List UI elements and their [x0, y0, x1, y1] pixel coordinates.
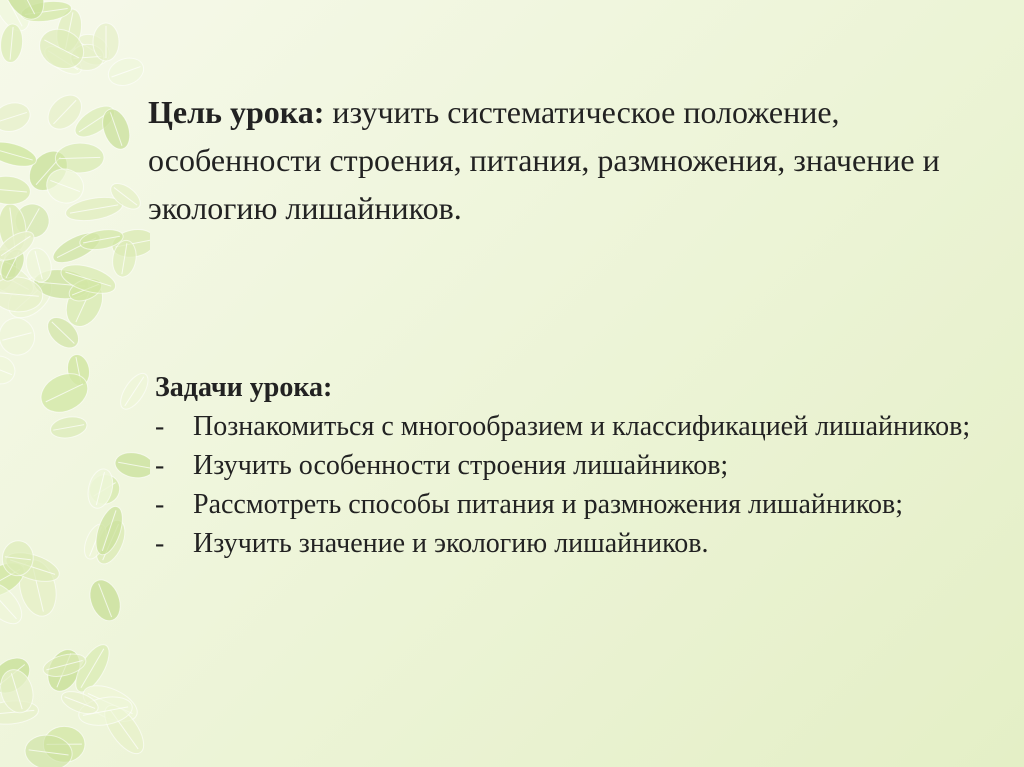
goal-label: Цель урока: — [148, 94, 325, 130]
task-item — [155, 446, 975, 485]
task-item — [155, 407, 975, 446]
lesson-tasks — [155, 368, 975, 563]
task-item — [155, 524, 975, 563]
lesson-goal — [148, 88, 948, 232]
task-text: Познакомиться с многообразием и классификацией лишайников; — [193, 411, 971, 442]
task-bullet: - — [155, 489, 165, 520]
task-bullet: - — [155, 450, 165, 481]
task-text: Изучить особенности строения лишайников; — [193, 450, 729, 481]
goal-text: изучить систематическое положение, особенности строения, питания, размножения, значение и экологию лишайников. — [148, 94, 940, 226]
task-text: Изучить значение и экологию лишайников. — [193, 528, 709, 559]
task-text: Рассмотреть способы питания и размножения лишайников; — [193, 489, 904, 520]
leaf-border-icon — [0, 0, 150, 767]
task-bullet: - — [155, 411, 165, 442]
task-item — [155, 485, 975, 524]
task-bullet: - — [155, 528, 165, 559]
tasks-title: Задачи урока: — [155, 372, 333, 403]
